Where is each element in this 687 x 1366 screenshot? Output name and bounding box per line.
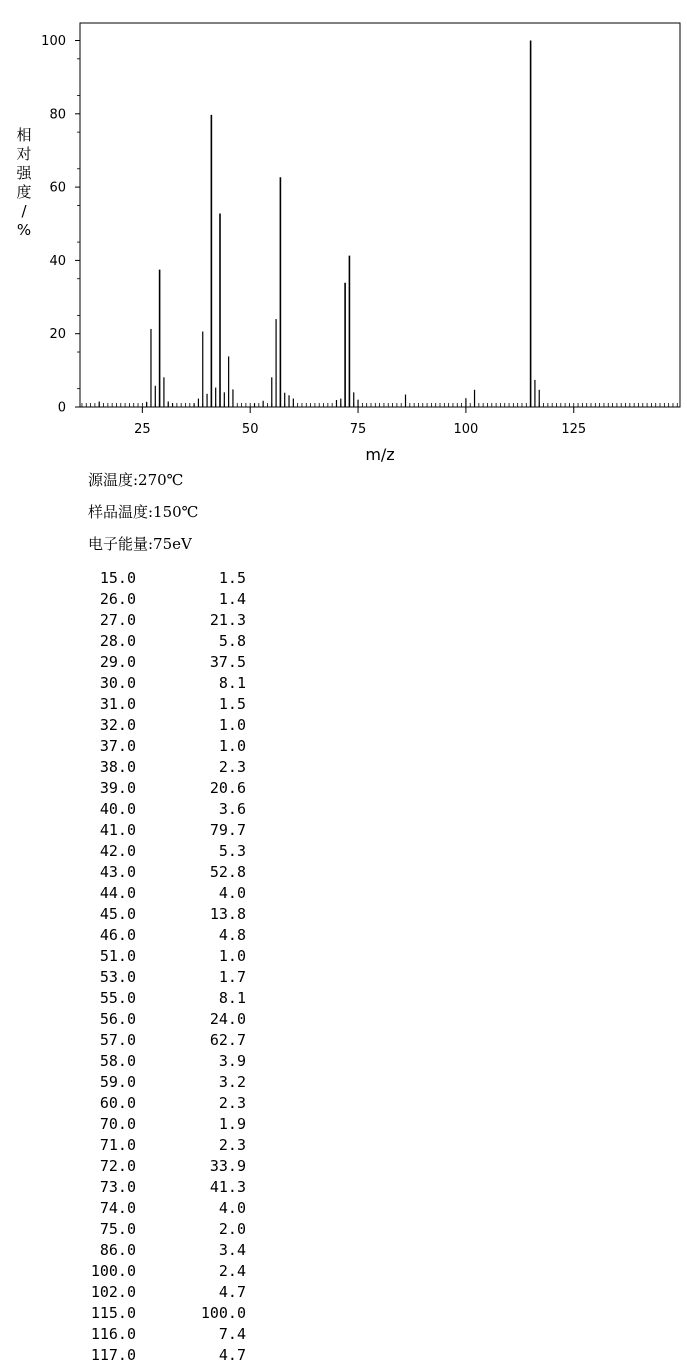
mz-cell: 86.0 bbox=[99, 1241, 136, 1259]
intensity-cell: 3.4 bbox=[218, 1241, 246, 1259]
mz-cell: 26.0 bbox=[99, 590, 136, 608]
intensity-cell: 1.5 bbox=[218, 695, 246, 713]
intensity-cell: 4.7 bbox=[218, 1346, 246, 1364]
y-tick-label: 100 bbox=[41, 34, 66, 49]
mz-cell: 56.0 bbox=[99, 1010, 136, 1028]
spectrum-peaks bbox=[99, 41, 539, 408]
x-tick-label: 25 bbox=[134, 422, 151, 437]
table-row bbox=[80, 631, 246, 652]
mz-cell: 75.0 bbox=[99, 1220, 136, 1238]
table-row bbox=[80, 1240, 246, 1261]
x-axis-ticks bbox=[134, 407, 586, 437]
table-row bbox=[80, 715, 246, 736]
table-row bbox=[80, 673, 246, 694]
peak-table bbox=[80, 568, 246, 1366]
table-row bbox=[80, 1093, 246, 1114]
mz-cell: 51.0 bbox=[99, 947, 136, 965]
mz-cell: 71.0 bbox=[99, 1136, 136, 1154]
intensity-cell: 2.3 bbox=[218, 758, 246, 776]
intensity-cell: 2.4 bbox=[218, 1262, 246, 1280]
table-row bbox=[80, 946, 246, 967]
table-row bbox=[80, 883, 246, 904]
table-row bbox=[80, 694, 246, 715]
x-tick-label: 75 bbox=[349, 422, 367, 437]
intensity-cell: 100.0 bbox=[200, 1304, 246, 1322]
mz-cell: 45.0 bbox=[99, 905, 136, 923]
mz-cell: 42.0 bbox=[99, 842, 136, 860]
table-row bbox=[80, 799, 246, 820]
y-axis-label-char: 强 bbox=[16, 164, 32, 182]
intensity-cell: 1.0 bbox=[218, 737, 246, 755]
plot-frame bbox=[80, 23, 680, 407]
intensity-cell: 3.2 bbox=[218, 1073, 246, 1091]
mz-cell: 58.0 bbox=[99, 1052, 136, 1070]
mz-cell: 53.0 bbox=[99, 968, 136, 986]
x-tick-label: 50 bbox=[241, 422, 259, 437]
table-row bbox=[80, 1177, 246, 1198]
y-tick-label: 80 bbox=[49, 107, 66, 123]
x-axis-label: m/z bbox=[365, 445, 395, 464]
mz-cell: 39.0 bbox=[99, 779, 136, 797]
intensity-cell: 2.3 bbox=[218, 1094, 246, 1112]
mz-cell: 44.0 bbox=[99, 884, 136, 902]
intensity-cell: 62.7 bbox=[209, 1031, 246, 1049]
table-row bbox=[80, 1261, 246, 1282]
mz-cell: 57.0 bbox=[99, 1031, 136, 1049]
mz-cell: 102.0 bbox=[90, 1283, 136, 1301]
mz-cell: 29.0 bbox=[99, 653, 136, 671]
intensity-cell: 7.4 bbox=[218, 1325, 246, 1343]
electron-energy: 电子能量:75eV bbox=[88, 535, 192, 553]
table-row bbox=[80, 904, 246, 925]
mz-cell: 55.0 bbox=[99, 989, 136, 1007]
y-axis-label-char: 相 bbox=[16, 126, 32, 144]
table-row bbox=[80, 1051, 246, 1072]
intensity-cell: 4.7 bbox=[218, 1283, 246, 1301]
mz-cell: 15.0 bbox=[99, 569, 136, 587]
table-row bbox=[80, 1198, 246, 1219]
table-row bbox=[80, 925, 246, 946]
table-row bbox=[80, 1324, 246, 1345]
intensity-cell: 33.9 bbox=[209, 1157, 246, 1175]
sample-temperature: 样品温度:150℃ bbox=[88, 503, 199, 521]
table-row bbox=[80, 1072, 246, 1093]
y-tick-label: 40 bbox=[49, 253, 66, 269]
intensity-cell: 24.0 bbox=[209, 1010, 246, 1028]
intensity-cell: 2.0 bbox=[218, 1220, 246, 1238]
y-axis-label bbox=[16, 126, 32, 239]
mz-cell: 74.0 bbox=[99, 1199, 136, 1217]
table-row bbox=[80, 1345, 246, 1366]
y-axis-label-char: / bbox=[21, 202, 27, 220]
intensity-cell: 79.7 bbox=[209, 821, 246, 839]
mz-cell: 117.0 bbox=[90, 1346, 136, 1364]
mz-cell: 31.0 bbox=[99, 695, 136, 713]
table-row bbox=[80, 610, 246, 631]
intensity-cell: 1.0 bbox=[218, 716, 246, 734]
mass-spectrum-chart bbox=[0, 0, 687, 470]
x-tick-label: 100 bbox=[453, 422, 479, 437]
y-tick-label: 0 bbox=[57, 400, 66, 416]
mz-cell: 72.0 bbox=[99, 1157, 136, 1175]
y-tick-label: 20 bbox=[49, 327, 66, 343]
intensity-cell: 4.0 bbox=[218, 884, 246, 902]
intensity-cell: 52.8 bbox=[209, 863, 246, 881]
table-row bbox=[80, 778, 246, 799]
mz-cell: 100.0 bbox=[90, 1262, 136, 1280]
mz-cell: 28.0 bbox=[99, 632, 136, 650]
intensity-cell: 1.9 bbox=[218, 1115, 246, 1133]
intensity-cell: 20.6 bbox=[209, 779, 246, 797]
intensity-cell: 1.5 bbox=[218, 569, 246, 587]
y-axis-label-char: % bbox=[16, 221, 32, 239]
intensity-cell: 3.9 bbox=[218, 1052, 246, 1070]
intensity-cell: 1.7 bbox=[218, 968, 246, 986]
intensity-cell: 37.5 bbox=[209, 653, 246, 671]
mz-cell: 38.0 bbox=[99, 758, 136, 776]
table-row bbox=[80, 736, 246, 757]
mz-cell: 46.0 bbox=[99, 926, 136, 944]
intensity-cell: 13.8 bbox=[209, 905, 246, 923]
mz-cell: 73.0 bbox=[99, 1178, 136, 1196]
x-minor-ticks bbox=[82, 403, 677, 407]
source-temperature: 源温度:270℃ bbox=[88, 471, 184, 489]
intensity-cell: 4.8 bbox=[218, 926, 246, 944]
table-row bbox=[80, 967, 246, 988]
intensity-cell: 3.6 bbox=[218, 800, 246, 818]
table-row bbox=[80, 820, 246, 841]
table-row bbox=[80, 757, 246, 778]
mz-cell: 115.0 bbox=[90, 1304, 136, 1322]
mz-cell: 30.0 bbox=[99, 674, 136, 692]
table-row bbox=[80, 862, 246, 883]
intensity-cell: 1.0 bbox=[218, 947, 246, 965]
intensity-cell: 5.3 bbox=[218, 842, 246, 860]
y-axis-ticks bbox=[41, 34, 80, 416]
mz-cell: 59.0 bbox=[99, 1073, 136, 1091]
table-row bbox=[80, 568, 246, 589]
table-row bbox=[80, 1135, 246, 1156]
table-row bbox=[80, 841, 246, 862]
mz-cell: 116.0 bbox=[90, 1325, 136, 1343]
mz-cell: 37.0 bbox=[99, 737, 136, 755]
y-axis-label-char: 对 bbox=[16, 145, 32, 163]
table-row bbox=[80, 1219, 246, 1240]
table-row bbox=[80, 1030, 246, 1051]
intensity-cell: 2.3 bbox=[218, 1136, 246, 1154]
y-axis-label-char: 度 bbox=[16, 183, 32, 201]
mz-cell: 60.0 bbox=[99, 1094, 136, 1112]
intensity-cell: 5.8 bbox=[218, 632, 246, 650]
mz-cell: 41.0 bbox=[99, 821, 136, 839]
intensity-cell: 4.0 bbox=[218, 1199, 246, 1217]
table-row bbox=[80, 1303, 246, 1324]
y-tick-label: 60 bbox=[49, 180, 66, 196]
table-row bbox=[80, 1282, 246, 1303]
intensity-cell: 8.1 bbox=[218, 674, 246, 692]
intensity-cell: 21.3 bbox=[209, 611, 246, 629]
table-row bbox=[80, 652, 246, 673]
table-row bbox=[80, 1009, 246, 1030]
intensity-cell: 8.1 bbox=[218, 989, 246, 1007]
mz-cell: 27.0 bbox=[99, 611, 136, 629]
intensity-cell: 1.4 bbox=[218, 590, 246, 608]
table-row bbox=[80, 1156, 246, 1177]
mz-cell: 70.0 bbox=[99, 1115, 136, 1133]
intensity-cell: 41.3 bbox=[209, 1178, 246, 1196]
table-row bbox=[80, 589, 246, 610]
table-row bbox=[80, 1114, 246, 1135]
x-tick-label: 125 bbox=[561, 422, 587, 437]
mz-cell: 40.0 bbox=[99, 800, 136, 818]
table-row bbox=[80, 988, 246, 1009]
mz-cell: 43.0 bbox=[99, 863, 136, 881]
mz-cell: 32.0 bbox=[99, 716, 136, 734]
